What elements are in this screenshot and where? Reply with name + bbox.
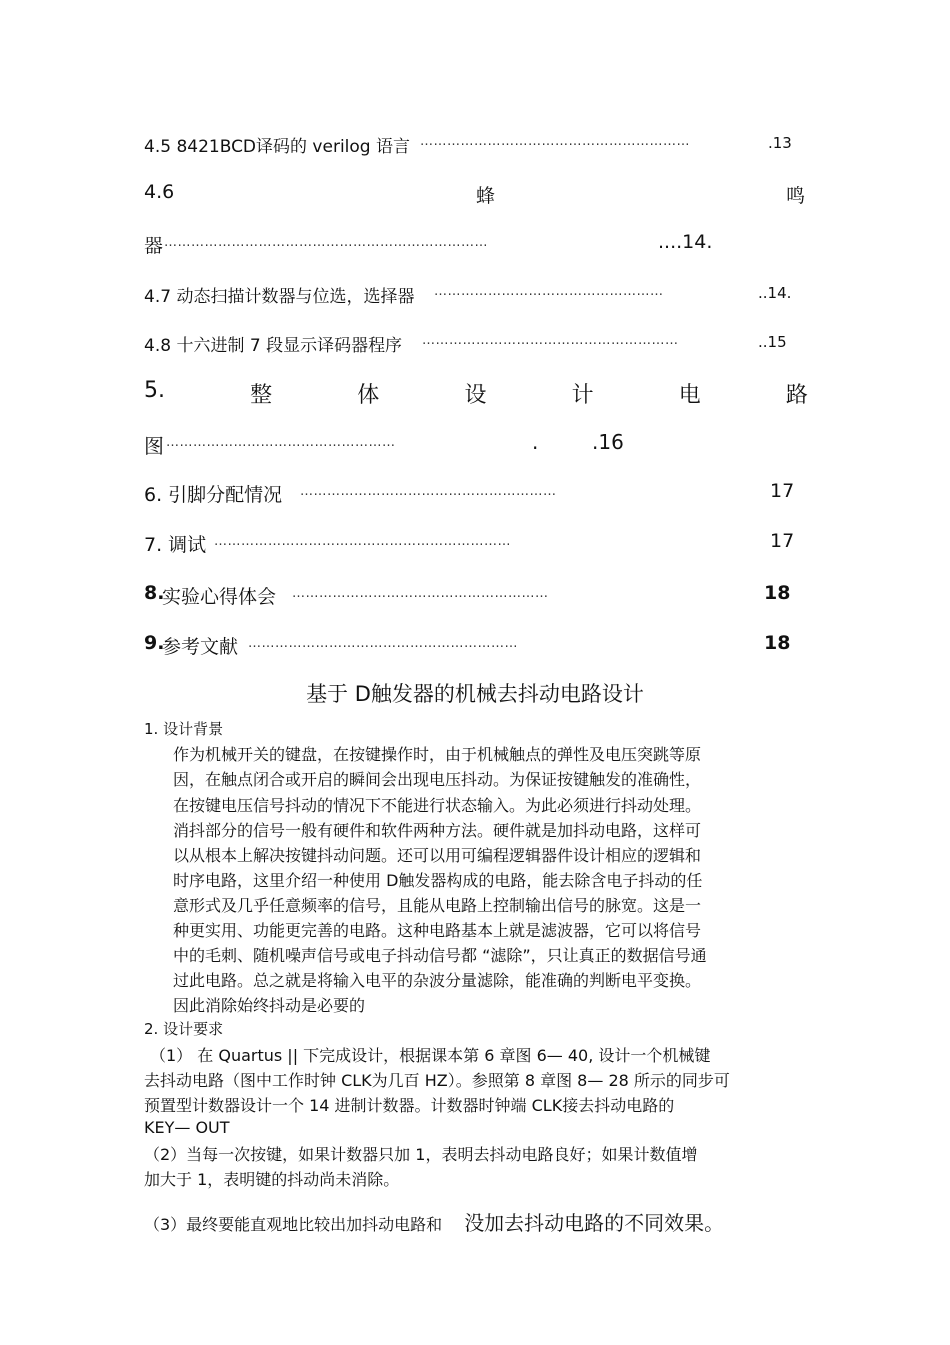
requirement-line: [144, 1207, 724, 1236]
toc-item-7[interactable]: [144, 530, 808, 560]
toc-leader: …………………………………………………………: [214, 534, 511, 549]
toc-number: 9.: [144, 632, 165, 654]
toc-item-4-6-cont[interactable]: [144, 231, 808, 261]
section-heading: 2. 设计要求: [144, 1020, 224, 1038]
toc-title: 6. 引脚分配情况: [144, 484, 283, 506]
toc-number: 4.6: [144, 181, 175, 203]
toc-page: .16: [592, 430, 624, 454]
toc-item-4-7[interactable]: [144, 282, 808, 312]
toc-number: 8.: [144, 582, 165, 604]
paragraph-line: 在按键电压信号抖动的情况下不能进行状态输入。为此必须进行抖动处理。: [173, 796, 702, 815]
requirement-line: 预置型计数器设计一个 14 进制计数器。计数器时钟端 CLK接去抖动电路的: [144, 1096, 675, 1115]
toc-word: 电: [678, 383, 701, 408]
toc-word: 蜂: [476, 185, 496, 207]
toc-word: 器: [144, 235, 164, 257]
paragraph-line: 过此电路。总之就是将输入电平的杂波分量滤除，能准确的判断电平变换。: [173, 971, 702, 990]
toc-page: 18: [764, 632, 791, 654]
paragraph-line: 意形式及几乎任意频率的信号，且能从电路上控制输出信号的脉宽。这是一: [173, 896, 702, 915]
requirement-text: （3）最终要能直观地比较出加抖动电路和: [144, 1215, 443, 1234]
toc-item-4-6[interactable]: [144, 181, 808, 211]
toc-title: 4.8 十六进制 7 段显示译码器程序: [144, 336, 403, 356]
toc-title: 实验心得体会: [162, 586, 277, 608]
paragraph-line: 作为机械开关的键盘，在按键操作时，由于机械触点的弹性及电压突跳等原: [173, 745, 702, 764]
paragraph-line: 以从根本上解决按键抖动问题。还可以用可编程逻辑器件设计相应的逻辑和: [173, 846, 702, 865]
requirement-line: （1） 在 Quartus || 下完成设计，根据课本第 6 章图 6— 40, 设计一个机械键: [150, 1046, 711, 1065]
paragraph-line: 种更实用、功能更完善的电路。这种电路基本上就是滤波器，它可以将信号: [173, 921, 702, 940]
toc-word: 路: [785, 383, 808, 408]
toc-page: .13: [768, 134, 792, 152]
paragraph-line: 时序电路，这里介绍一种使用 D触发器构成的电路，能去除含电子抖动的任: [173, 871, 703, 890]
paragraph-line: 因此消除始终抖动是必要的: [173, 996, 366, 1015]
toc-word: 体: [357, 383, 380, 408]
toc-word: 鸣: [786, 185, 806, 207]
toc-leader: ……………………………………………: [434, 284, 664, 299]
document-title: 基于 D触发器的机械去抖动电路设计: [306, 682, 644, 706]
toc-leader: …………………………………………………: [422, 333, 679, 348]
toc-word: 设: [464, 383, 487, 408]
toc-number: 5.: [144, 378, 165, 403]
toc-title: 4.5 8421BCD译码的 verilog 语言: [144, 137, 410, 157]
toc-page: 18: [764, 582, 791, 604]
paragraph-line: 中的毛刺、随机噪声信号或电子抖动信号都 “滤除”，只让真正的数据信号通: [173, 946, 707, 965]
toc-item-4-8[interactable]: [144, 331, 808, 361]
toc-leader: ………………………………………………………………: [164, 235, 488, 250]
requirement-line: 加大于 1，表明键的抖动尚未消除。: [144, 1170, 400, 1189]
toc-leader: ……………………………………………………: [420, 134, 690, 149]
toc-leader-end: .: [532, 430, 539, 454]
toc-item-9[interactable]: [144, 632, 808, 662]
toc-page: ..14.: [758, 284, 792, 302]
toc-item-6[interactable]: [144, 480, 808, 510]
toc-leader: …………………………………………………: [300, 484, 557, 499]
paragraph-line: 消抖部分的信号一般有硬件和软件两种方法。硬件就是加抖动电路，这样可: [173, 821, 702, 840]
toc-leader: …………………………………………………: [292, 586, 549, 601]
toc-word: 整: [250, 383, 273, 408]
toc-title: 参考文献: [162, 636, 239, 658]
toc-word: 图: [144, 434, 164, 458]
toc-leader: ……………………………………………: [166, 435, 396, 450]
requirement-text-large: 没加去抖动电路的不同效果。: [464, 1211, 725, 1235]
paragraph-line: 因，在触点闭合或开启的瞬间会出现电压抖动。为保证按键触发的准确性，: [173, 770, 702, 789]
toc-title: 7. 调试: [144, 534, 207, 556]
toc-page: ..15: [758, 333, 787, 351]
toc-page: 17: [770, 480, 795, 502]
toc-page: ....14.: [658, 231, 713, 253]
toc-item-4-5[interactable]: [144, 132, 808, 162]
toc-item-8[interactable]: [144, 582, 808, 612]
section-heading: 1. 设计背景: [144, 720, 224, 738]
toc-word: 计: [571, 383, 594, 408]
toc-item-5[interactable]: [144, 378, 808, 409]
requirement-line: （2）当每一次按键，如果计数器只加 1，表明去抖动电路良好；如果计数值增: [144, 1145, 698, 1164]
toc-page: 17: [770, 530, 795, 552]
toc-title: 4.7 动态扫描计数器与位选，选择器: [144, 287, 415, 307]
toc-item-5-cont[interactable]: [144, 430, 808, 460]
requirement-line: 去抖动电路（图中工作时钟 CLK为几百 HZ）。参照第 8 章图 8— 28 所示的同步可: [144, 1071, 730, 1090]
requirement-line: KEY— OUT: [144, 1118, 230, 1137]
toc-leader: ……………………………………………………: [248, 636, 518, 651]
